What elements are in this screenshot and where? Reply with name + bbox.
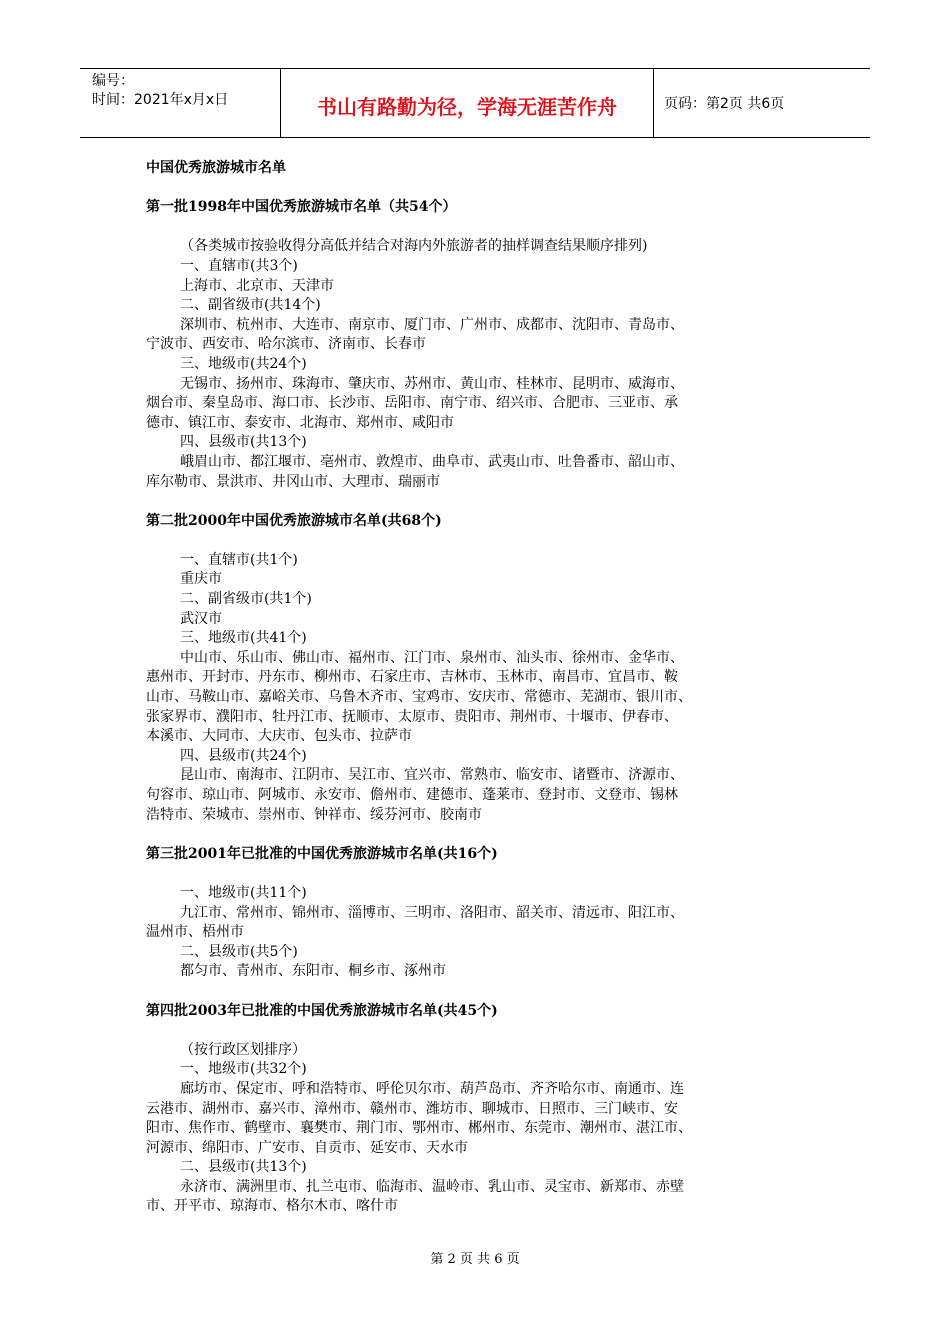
- batch1-section4: 四、县级市(共13个): [180, 434, 307, 451]
- batch4-section2-cities: 市、开平市、琼海市、格尔木市、喀什市: [146, 1198, 398, 1215]
- batch2-heading: 第二批2000年中国优秀旅游城市名单(共68个): [146, 512, 442, 529]
- batch4-section1: 一、地级市(共32个): [180, 1061, 307, 1078]
- batch3-section2: 二、县级市(共5个): [180, 943, 298, 960]
- batch2-section2: 二、副省级市(共1个): [180, 591, 312, 608]
- batch2-section3-cities: 张家界市、濮阳市、牡丹江市、抚顺市、太原市、贵阳市、荆州市、十堰市、伊春市、: [146, 708, 678, 725]
- page-header: [80, 68, 870, 138]
- number-label: 编号：: [92, 73, 134, 89]
- batch4-section1-cities: 阳市、焦作市、鹤壁市、襄樊市、荆门市、鄂州市、郴州市、东莞市、潮州市、湛江市、: [146, 1120, 692, 1137]
- batch2-section3: 三、地级市(共41个): [180, 630, 307, 647]
- batch2-section1: 一、直辖市(共1个): [180, 551, 298, 568]
- batch2-section4: 四、县级市(共24个): [180, 747, 307, 764]
- batch4-section1-cities: 廊坊市、保定市、呼和浩特市、呼伦贝尔市、葫芦岛市、齐齐哈尔市、南通市、连: [180, 1080, 684, 1097]
- batch1-note: （各类城市按验收得分高低并结合对海内外旅游者的抽样调查结果顺序排列): [180, 238, 648, 255]
- batch1-section2-cities: 深圳市、杭州市、大连市、南京市、厦门市、广州市、成都市、沈阳市、青岛市、: [180, 316, 684, 333]
- batch4-section1-cities: 云港市、湖州市、嘉兴市、漳州市、赣州市、潍坊市、聊城市、日照市、三门峡市、安: [146, 1100, 678, 1117]
- batch2-section4-cities: 浩特市、荣城市、崇州市、钟祥市、绥芬河市、胶南市: [146, 806, 482, 823]
- header-meta-cell: [80, 69, 281, 137]
- batch1-section3: 三、地级市(共24个): [180, 355, 307, 372]
- motto-text: 书山有路勤为径，学海无涯苦作舟: [317, 95, 617, 119]
- batch4-note: （按行政区划排序）: [180, 1041, 306, 1058]
- document-title: 中国优秀旅游城市名单: [146, 160, 286, 176]
- batch4-heading: 第四批2003年已批准的中国优秀旅游城市名单(共45个): [146, 1002, 498, 1019]
- batch1-section3-cities: 德市、镇江市、泰安市、北海市、郑州市、咸阳市: [146, 414, 454, 431]
- batch2-section4-cities: 句容市、琼山市、阿城市、永安市、儋州市、建德市、蓬莱市、登封市、文登市、锡林: [146, 787, 678, 803]
- batch1-section2-cities: 宁波市、西安市、哈尔滨市、济南市、长春市: [146, 336, 426, 353]
- page-number-label: 页码：第2页 共6页: [664, 96, 785, 112]
- page-footer: 第 2 页 共 6 页: [430, 1252, 520, 1267]
- batch1-section1: 一、直辖市(共3个): [180, 257, 298, 274]
- header-motto-cell: [281, 69, 654, 137]
- batch2-section3-cities: 本溪市、大同市、大庆市、包头市、拉萨市: [146, 728, 412, 745]
- batch2-section3-cities: 中山市、乐山市、佛山市、福州市、江门市、泉州市、汕头市、徐州市、金华市、: [180, 649, 684, 666]
- batch4-section2-cities: 永济市、满洲里市、扎兰屯市、临海市、温岭市、乳山市、灵宝市、新郑市、赤壁: [180, 1178, 684, 1195]
- batch1-section3-cities: 无锡市、扬州市、珠海市、肇庆市、苏州市、黄山市、桂林市、昆明市、威海市、: [180, 375, 684, 392]
- batch1-section4-cities: 峨眉山市、都江堰市、亳州市、敦煌市、曲阜市、武夷山市、吐鲁番市、韶山市、: [180, 453, 684, 470]
- batch2-section4-cities: 昆山市、南海市、江阴市、吴江市、宜兴市、常熟市、临安市、诸暨市、济源市、: [180, 767, 684, 784]
- batch1-section2: 二、副省级市(共14个): [180, 297, 321, 314]
- batch3-section1-cities: 九江市、常州市、锦州市、淄博市、三明市、洛阳市、韶关市、清远市、阳江市、: [180, 904, 684, 921]
- batch3-section1-cities: 温州市、梧州市: [146, 924, 244, 941]
- batch4-section2: 二、县级市(共13个): [180, 1159, 307, 1176]
- batch1-section4-cities: 库尔勒市、景洪市、井冈山市、大理市、瑞丽市: [146, 473, 440, 490]
- header-page-cell: [654, 69, 870, 137]
- time-label: 时间：2021年x月x日: [92, 92, 229, 108]
- batch1-section3-cities: 烟台市、秦皇岛市、海口市、长沙市、岳阳市、南宁市、绍兴市、合肥市、三亚市、承: [146, 395, 678, 412]
- batch4-section1-cities: 河源市、绵阳市、广安市、自贡市、延安市、天水市: [146, 1139, 468, 1156]
- batch2-section3-cities: 惠州市、开封市、丹东市、柳州市、石家庄市、吉林市、玉林市、南昌市、宜昌市、鞍: [146, 669, 678, 686]
- document-body: [146, 159, 826, 1217]
- batch1-section1-cities: 上海市、北京市、天津市: [180, 277, 334, 294]
- batch3-section2-cities: 都匀市、青州市、东阳市、桐乡市、涿州市: [180, 963, 446, 980]
- batch3-heading: 第三批2001年已批准的中国优秀旅游城市名单(共16个): [146, 845, 498, 862]
- batch2-section2-cities: 武汉市: [180, 610, 222, 627]
- batch3-section1: 一、地级市(共11个): [180, 884, 307, 901]
- batch1-heading: 第一批1998年中国优秀旅游城市名单（共54个）: [146, 199, 457, 216]
- batch2-section1-cities: 重庆市: [180, 571, 222, 588]
- batch2-section3-cities: 山市、马鞍山市、嘉峪关市、乌鲁木齐市、宝鸡市、安庆市、常德市、芜湖市、银川市、: [146, 689, 692, 706]
